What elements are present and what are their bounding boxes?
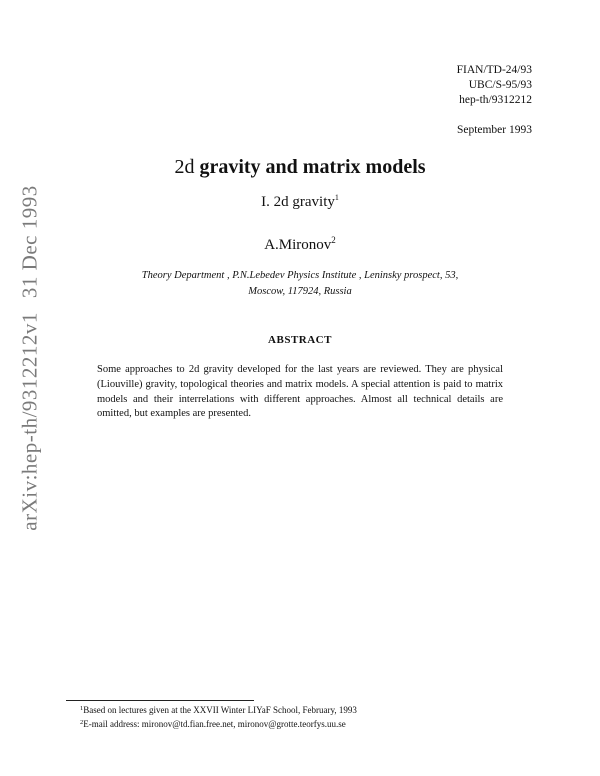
footnote: [80, 703, 540, 717]
affiliation-line: Moscow, 117924, Russia: [248, 286, 352, 297]
footnote-text: E-mail address: mironov@td.fian.free.net, mironov@grotte.teorfys.uu.se: [83, 718, 346, 729]
subtitle-text: I. 2d gravity: [261, 194, 335, 210]
arxiv-identifier: arXiv:hep-th/9312212v1: [17, 312, 42, 531]
paper-title: [0, 156, 600, 179]
preprint-number: FIAN/TD-24/93: [456, 64, 532, 76]
abstract-heading: ABSTRACT: [268, 334, 332, 346]
paper-subtitle: [0, 193, 600, 211]
paper-date: September 1993: [456, 124, 532, 136]
footnotes: [80, 703, 540, 730]
author: [0, 235, 600, 254]
author-footnote-mark: 2: [331, 235, 336, 245]
affiliation-line: Theory Department , P.N.Lebedev Physics Institute , Leninsky prospect, 53,: [141, 270, 459, 281]
abstract-body: Some approaches to 2d gravity developed for the last years are reviewed. They are physical (Liouville) gravity, topological theories and matrix models. A special attention is paid to matrix models and their interrelations with different approaches. Almost all technical details are omitted, but examples are presented.: [97, 364, 503, 420]
author-name: A.Mironov: [264, 237, 332, 253]
subtitle-footnote-mark: 1: [334, 193, 339, 202]
preprint-number: UBC/S-95/93: [468, 79, 532, 91]
footnote-divider: [66, 700, 254, 701]
title-math-prefix: 2d: [174, 156, 195, 178]
footnote-mark: 1: [80, 705, 84, 712]
preprint-number: hep-th/9312212: [459, 94, 532, 106]
affiliation: [60, 268, 540, 300]
footnote-mark: 2: [80, 718, 84, 726]
title-text: gravity and matrix models: [199, 156, 426, 178]
footnote: [80, 717, 540, 731]
arxiv-date: 31 Dec 1993: [17, 185, 42, 299]
preprint-numbers: [457, 63, 532, 108]
footnote-text: Based on lectures given at the XXVII Winter LIYaF School, February, 1993: [83, 705, 357, 715]
